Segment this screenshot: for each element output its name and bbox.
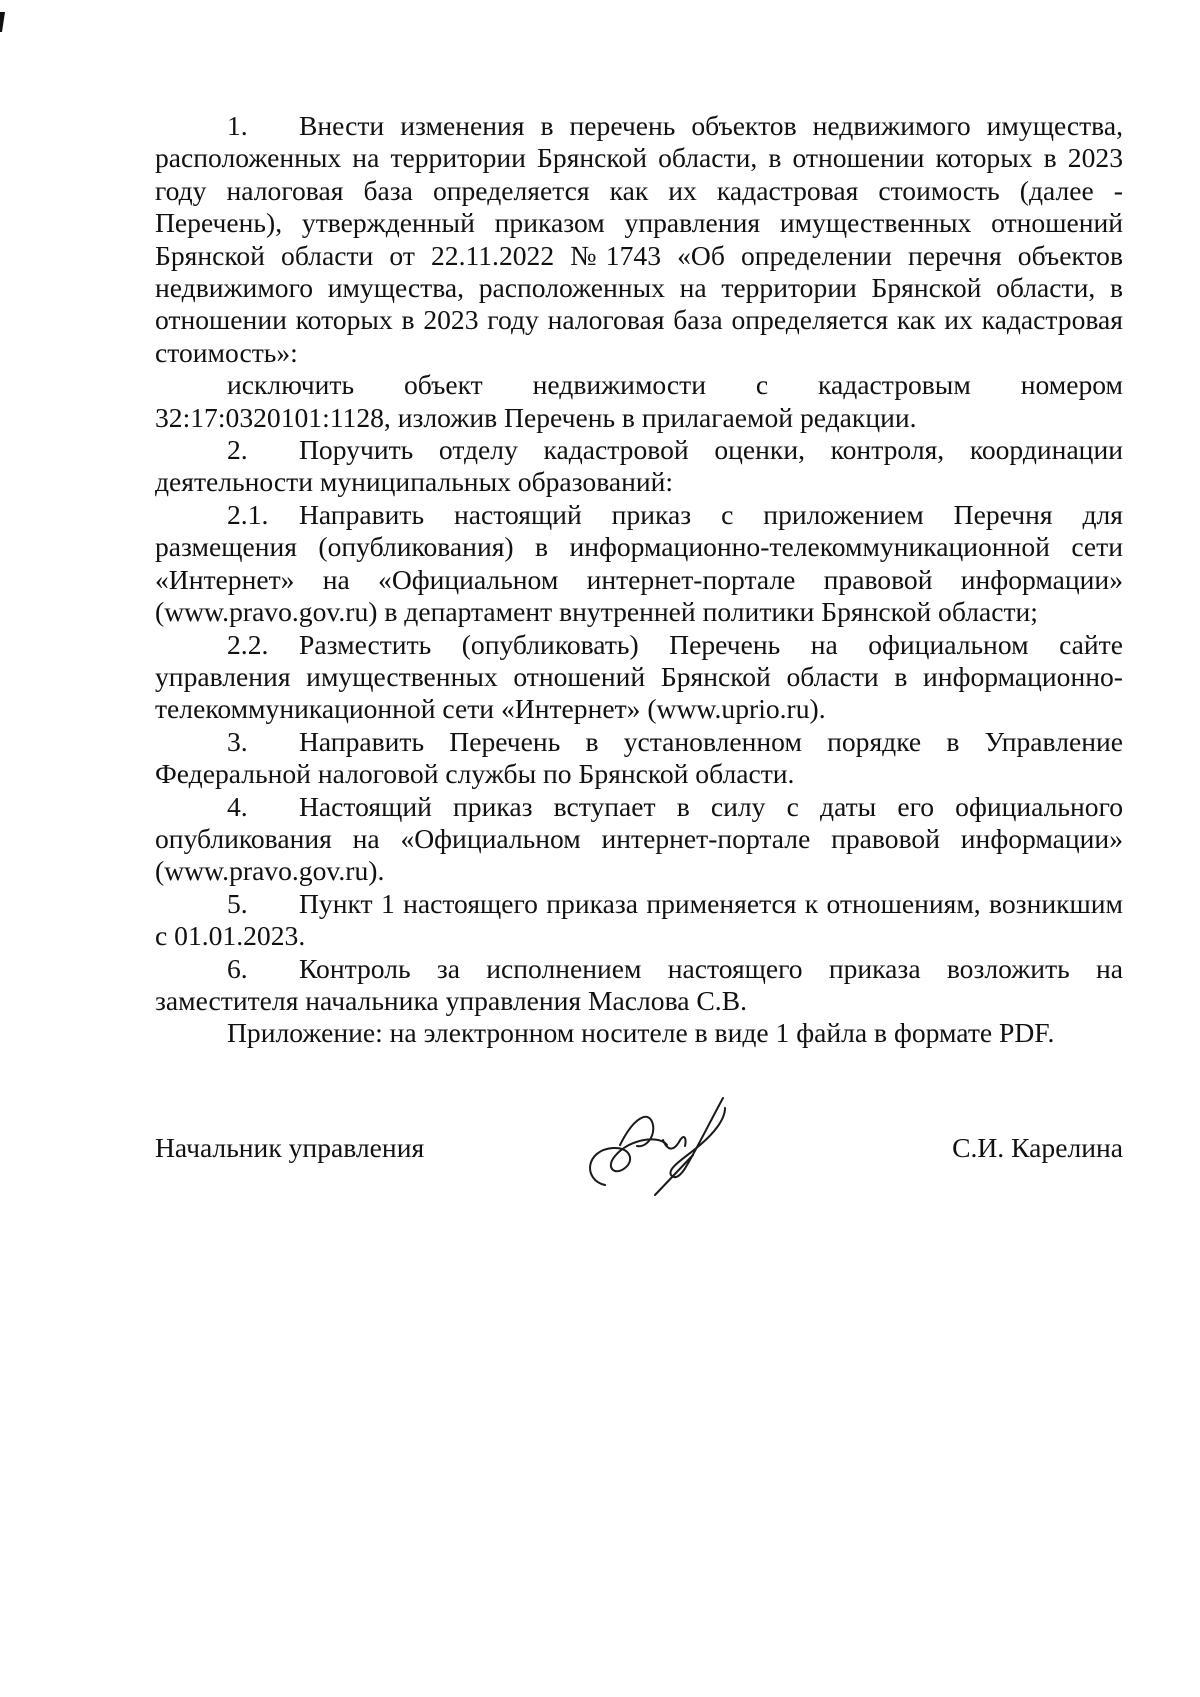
signatory-position: Начальник управления (155, 1132, 425, 1163)
paragraph-number: 4. (227, 790, 248, 822)
paragraph-text: Настоящий приказ вступает в силу с даты его официального опубликования на «Официальном интернет-портале правовой информации» (www.pravo.gov.ru). (155, 790, 1123, 887)
signatory-name: С.И. Карелина (952, 1132, 1123, 1163)
paragraph-2 (155, 434, 1123, 499)
paragraph-text: Поручить отделу кадастровой оценки, контроля, координации деятельности муниципальных образований: (155, 434, 1123, 498)
paragraph-text: Направить Перечень в установленном порядке в Управление Федеральной налоговой службы по Брянской области. (155, 725, 1123, 790)
paragraph-3 (155, 726, 1123, 791)
paragraph-text: исключить объект недвижимости с кадастровым номером 32:17:0320101:1128, изложив Перечень в прилагаемой редакции. (155, 369, 1123, 433)
paragraph-number: 2.1. (227, 498, 269, 530)
paragraph-6 (155, 953, 1123, 1018)
paragraph-number: 2. (227, 434, 248, 466)
paragraph-1 (155, 110, 1123, 369)
scan-corner-mark (0, 12, 5, 32)
paragraph-text: Внести изменения в перечень объектов недвижимого имущества, расположенных на территории Брянской области, в отношении которых в 2023 году налоговая база определяется как их кадастровая стоимость (далее - Перечень), утвержденный приказом управления имущественных отношений Брянской области от 22.11.2022 №1743 «Об определении перечня объектов недвижимого имущества, расположенных на территории Брянской области, в отношении которых в 2023 году налоговая база определяется как их кадастровая стоимость»: (155, 110, 1123, 368)
paragraph-number: 6. (227, 952, 248, 984)
paragraph-5 (155, 888, 1123, 953)
paragraph-text: Контроль за исполнением настоящего приказа возложить на заместителя начальника управления Маслова С.В. (155, 952, 1123, 1016)
paragraph-number: 2.2. (227, 628, 269, 660)
handwritten-signature (575, 1090, 735, 1200)
paragraph-2-2 (155, 629, 1123, 726)
paragraph-4 (155, 791, 1123, 888)
attachment-note (155, 1017, 1123, 1049)
paragraph-text: Направить настоящий приказ с приложением Перечня для размещения (опубликования) в информационно-телекоммуникационной сети «Интернет» на «Официальном интернет-портале правовой информации» (www.pravo.gov.ru) в департамент внутренней политики Брянской области; (155, 498, 1123, 628)
paragraph-text: Разместить (опубликовать) Перечень на официальном сайте управления имущественных отношений Брянской области в информационно-телекоммуникационной сети «Интернет» (www.uprio.ru). (155, 628, 1123, 725)
paragraph-number: 3. (227, 725, 248, 757)
paragraph-2-1 (155, 499, 1123, 629)
document-body (155, 110, 1123, 1050)
paragraph-text: Пункт 1 настоящего приказа применяется к отношениям, возникшим с 01.01.2023. (155, 887, 1123, 952)
paragraph-number: 1. (227, 110, 248, 141)
paragraph-1-exclusion (155, 369, 1123, 434)
signature-block (155, 1110, 1123, 1220)
paragraph-number: 5. (227, 887, 248, 919)
paragraph-text: Приложение: на электронном носителе в виде 1 файла в формате PDF. (227, 1017, 1055, 1049)
